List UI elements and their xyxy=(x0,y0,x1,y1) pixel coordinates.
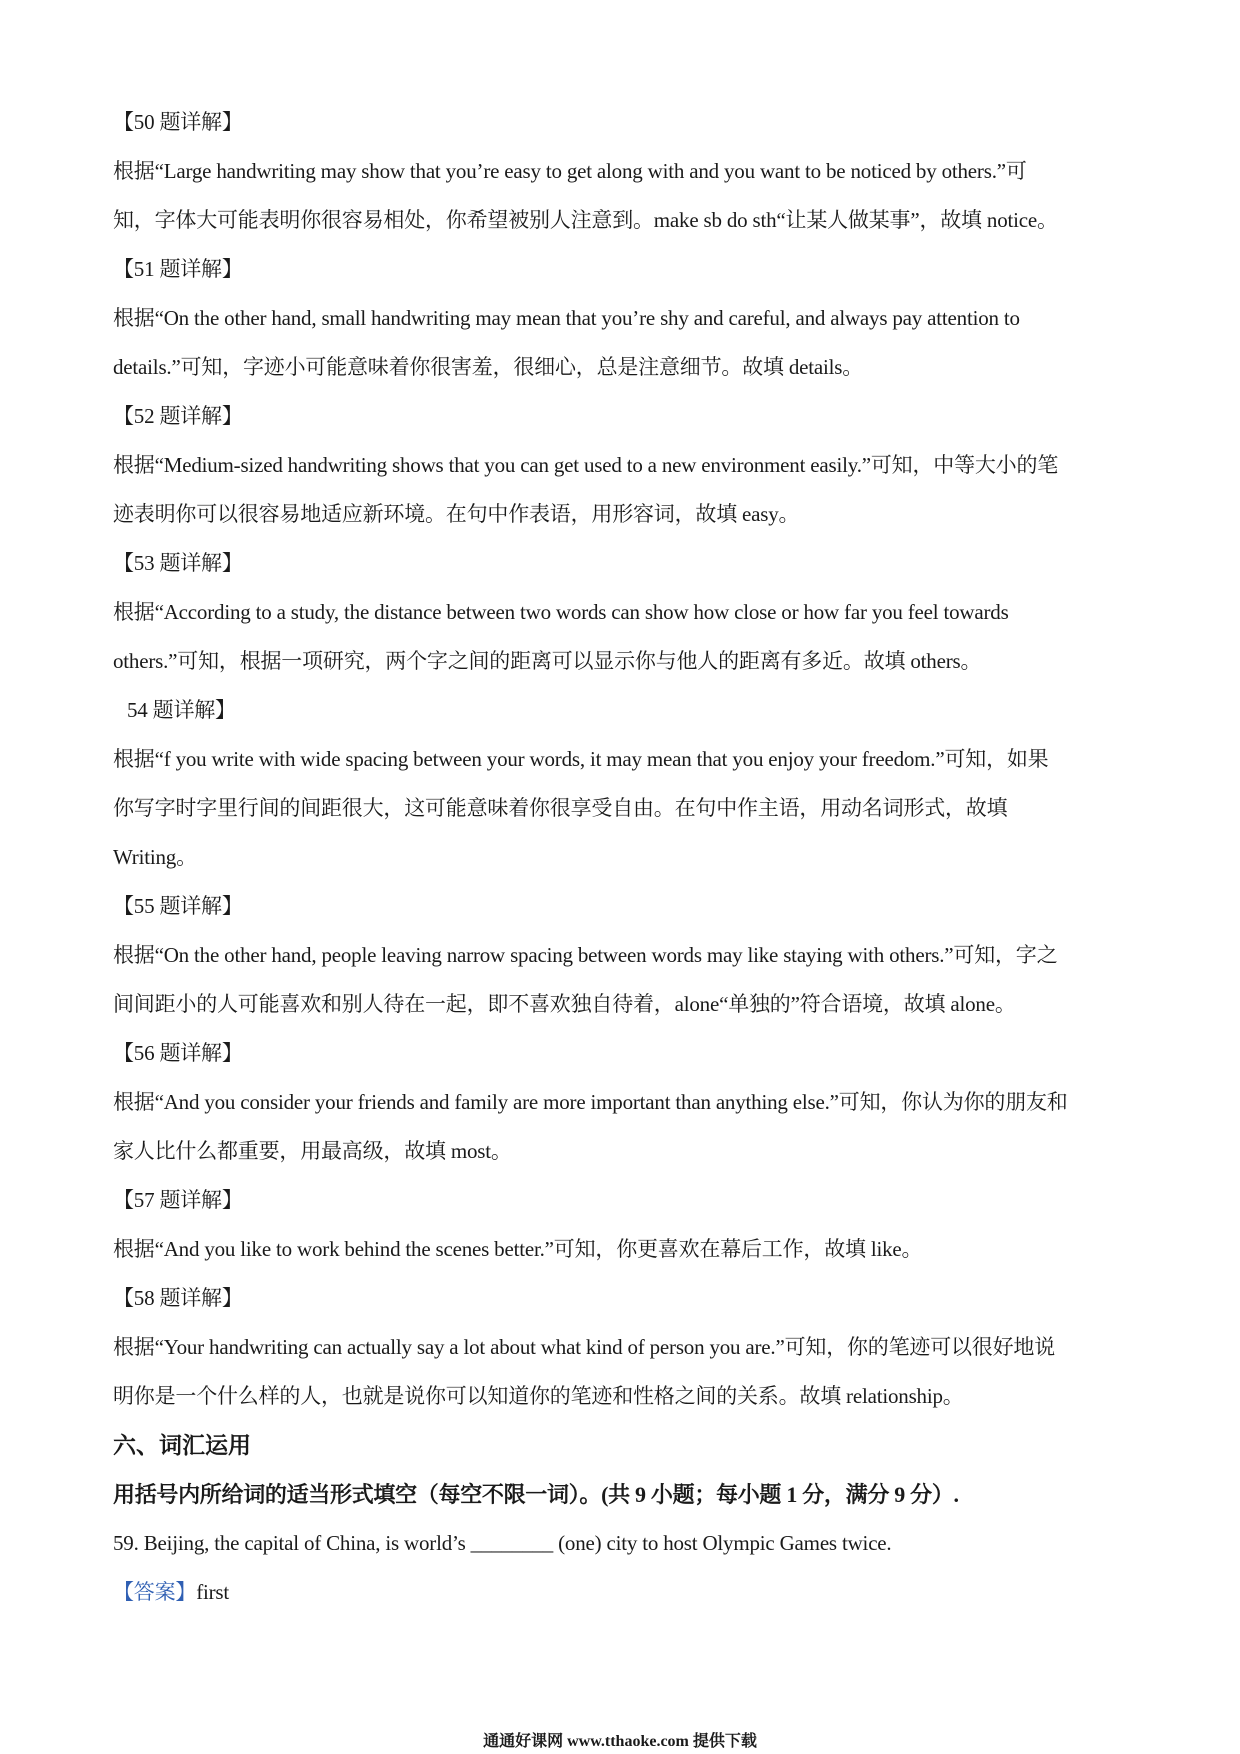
item-57-line-1: 根据“And you like to work behind the scenes better.”可知，你更喜欢在幕后工作，故填 like。 xyxy=(113,1237,923,1261)
item-54-line-1: 根据“f you write with wide spacing between your words, it may mean that you enjoy your freedom.”可知，如果 xyxy=(113,747,1049,771)
item-heading-53: 【53 题详解】 xyxy=(113,551,243,575)
item-52-line-2: 迹表明你可以很容易地适应新环境。在句中作表语，用形容词，故填 easy。 xyxy=(113,502,800,526)
answer-label: 【答案】 xyxy=(113,1580,197,1604)
item-heading-58: 【58 题详解】 xyxy=(113,1286,243,1310)
section-instruction: 用括号内所给词的适当形式填空（每空不限一词）。(共 9 小题；每小题 1 分，满分 9 分）. xyxy=(113,1482,959,1507)
item-55-line-2: 间间距小的人可能喜欢和别人待在一起，即不喜欢独自待着，alone“单独的”符合语境，故填 alone。 xyxy=(113,992,1016,1016)
item-50-line-2: 知，字体大可能表明你很容易相处，你希望被别人注意到。make sb do sth“让某人做某事”，故填 notice。 xyxy=(113,208,1058,232)
item-58-line-1: 根据“Your handwriting can actually say a lot about what kind of person you are.”可知，你的笔迹可以很好地说 xyxy=(113,1335,1055,1359)
item-heading-55: 【55 题详解】 xyxy=(113,894,243,918)
item-heading-54: 54 题详解】 xyxy=(127,698,236,722)
page-footer: 通通好课网 www.tthaoke.com 提供下载 xyxy=(483,1733,757,1750)
item-heading-57: 【57 题详解】 xyxy=(113,1188,243,1212)
document-content xyxy=(113,98,1133,1617)
item-53-line-1: 根据“According to a study, the distance between two words can show how close or how far you feel towards xyxy=(113,600,1009,624)
item-56-line-2: 家人比什么都重要，用最高级，故填 most。 xyxy=(113,1139,512,1163)
item-54-line-3: Writing。 xyxy=(113,845,197,869)
item-56-line-1: 根据“And you consider your friends and family are more important than anything else.”可知，你认为你的朋友和 xyxy=(113,1090,1068,1114)
item-54-line-2: 你写字时字里行间的间距很大，这可能意味着你很享受自由。在句中作主语，用动名词形式，故填 xyxy=(113,796,1008,820)
item-52-line-1: 根据“Medium-sized handwriting shows that you can get used to a new environment easily.”可知，中等大小的笔 xyxy=(113,453,1059,477)
item-58-line-2: 明你是一个什么样的人，也就是说你可以知道你的笔迹和性格之间的关系。故填 relationship。 xyxy=(113,1384,964,1408)
item-55-line-1: 根据“On the other hand, people leaving narrow spacing between words may like staying with others.”可知，字之 xyxy=(113,943,1058,967)
item-50-line-1: 根据“Large handwriting may show that you’re easy to get along with and you want to be noticed by others.”可 xyxy=(113,159,1027,183)
answer-value: first xyxy=(196,1580,230,1604)
item-51-line-1: 根据“On the other hand, small handwriting may mean that you’re shy and careful, and always pay attention to xyxy=(113,306,1020,330)
item-53-line-2: others.”可知，根据一项研究，两个字之间的距离可以显示你与他人的距离有多近。故填 others。 xyxy=(113,649,982,673)
question-59-answer xyxy=(113,1568,1133,1617)
item-heading-56: 【56 题详解】 xyxy=(113,1041,243,1065)
section-title: 六、词汇运用 xyxy=(113,1433,251,1458)
question-59-text: 59. Beijing, the capital of China, is world’s ________ (one) city to host Olympic Games twice. xyxy=(113,1531,892,1555)
item-51-line-2: details.”可知，字迹小可能意味着你很害羞，很细心，总是注意细节。故填 details。 xyxy=(113,355,864,379)
item-heading-50: 【50 题详解】 xyxy=(113,110,243,134)
item-heading-51: 【51 题详解】 xyxy=(113,257,243,281)
item-heading-52: 【52 题详解】 xyxy=(113,404,243,428)
